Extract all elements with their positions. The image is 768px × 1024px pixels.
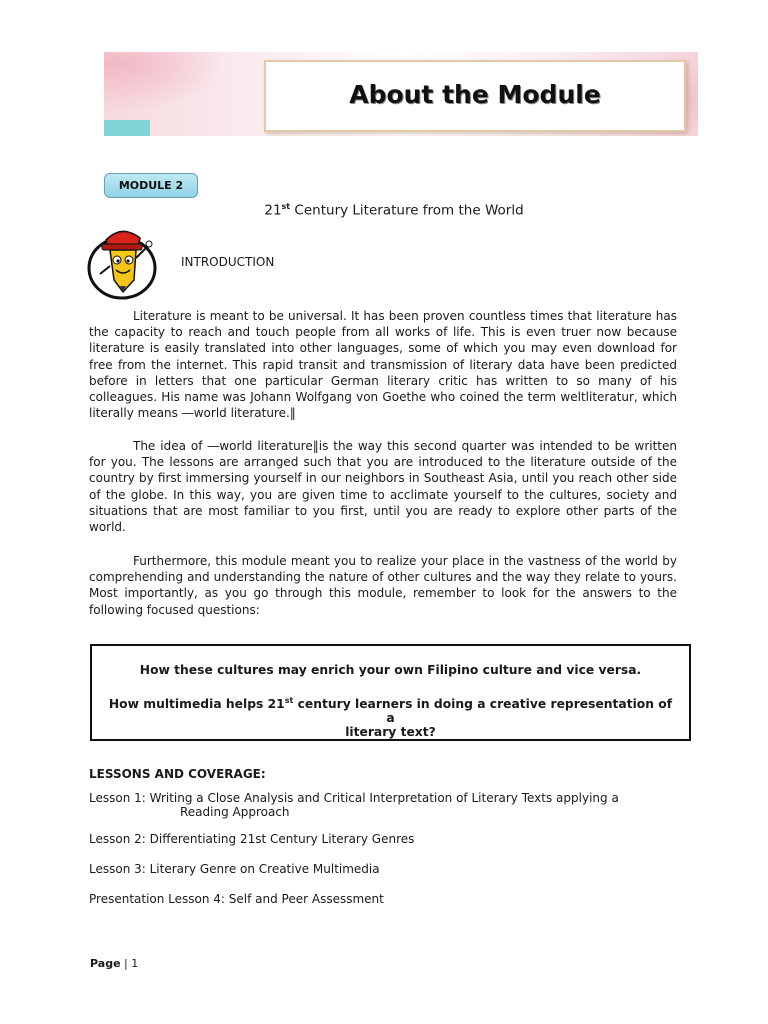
- module-title-sup: st: [281, 202, 291, 211]
- banner-teal-strip: [104, 120, 150, 136]
- focus-question-2-part-a: How multimedia helps 21: [108, 697, 285, 712]
- module-badge: MODULE 2: [104, 173, 198, 198]
- footer-page-label: Page: [90, 957, 121, 970]
- module-title: [0, 202, 768, 219]
- focus-question-2-part-c: a: [386, 711, 395, 726]
- intro-paragraph-1: Literature is meant to be universal. It has been proven countless times that literature has the capacity to reach and touch people from all works of life. This is even truer now because literature is easily translated into other languages, some of which you may even download for free from the internet. This rapid transit and transmission of literary data have been predicted before in letters that one particular German literary critic has written to so many of his colleagues. His name was Johann Wolfgang von Goethe who coined the term weltliteratur, which literally means ―world literature.‖: [89, 309, 677, 421]
- module-title-number: 21: [264, 202, 282, 219]
- focus-question-2-part-d: literary text?: [345, 725, 436, 740]
- banner-decoration: [104, 52, 224, 112]
- lessons-heading: LESSONS AND COVERAGE:: [89, 767, 266, 781]
- page-footer: [90, 957, 138, 970]
- lesson-item: Lesson 2: Differentiating 21st Century Literary Genres: [89, 832, 415, 846]
- banner-title-card: [264, 60, 686, 132]
- lesson-1-line-1: Lesson 1: Writing a Close Analysis and Critical Interpretation of Literary Texts applying a: [89, 791, 619, 805]
- header-banner: [104, 52, 698, 136]
- focus-question-2-sup: st: [284, 696, 294, 705]
- focus-question-2: [92, 694, 689, 739]
- focus-question-1: How these cultures may enrich your own Filipino culture and vice versa.: [139, 663, 642, 677]
- lesson-item: Lesson 3: Literary Genre on Creative Multimedia: [89, 862, 380, 876]
- module-title-text: Century Literature from the World: [290, 202, 524, 219]
- intro-paragraph-3: Furthermore, this module meant you to realize your place in the vastness of the world by comprehending and understanding the nature of other cultures and the way they relate to yours. Most importantly, as you go through this module, remember to look for the answers to the following focused questions:: [89, 554, 677, 617]
- intro-paragraph-2: The idea of ―world literature‖is the way this second quarter was intended to be written for you. The lessons are arranged such that you are introduced to the literature outside of the country by first immersing yourself in our neighbors in Southeast Asia, until you reach other side of the globe. In this way, you are given time to acclimate yourself to the cultures, society and situations that are most familiar to you first, until you are ready to explore other parts of the world.: [89, 439, 677, 535]
- lesson-item: [89, 791, 619, 819]
- focus-question-2-part-b: century learners in doing a creative representation of: [293, 697, 673, 712]
- page-title: About the Module: [349, 80, 601, 109]
- focus-questions-box: [90, 644, 691, 741]
- footer-page-number: 1: [131, 957, 139, 970]
- lesson-1-line-2: Reading Approach: [180, 805, 290, 819]
- footer-separator: |: [120, 957, 132, 970]
- lesson-item: Presentation Lesson 4: Self and Peer Assessment: [89, 892, 384, 906]
- introduction-heading: INTRODUCTION: [181, 255, 275, 269]
- pencil-mascot-icon: [86, 222, 158, 300]
